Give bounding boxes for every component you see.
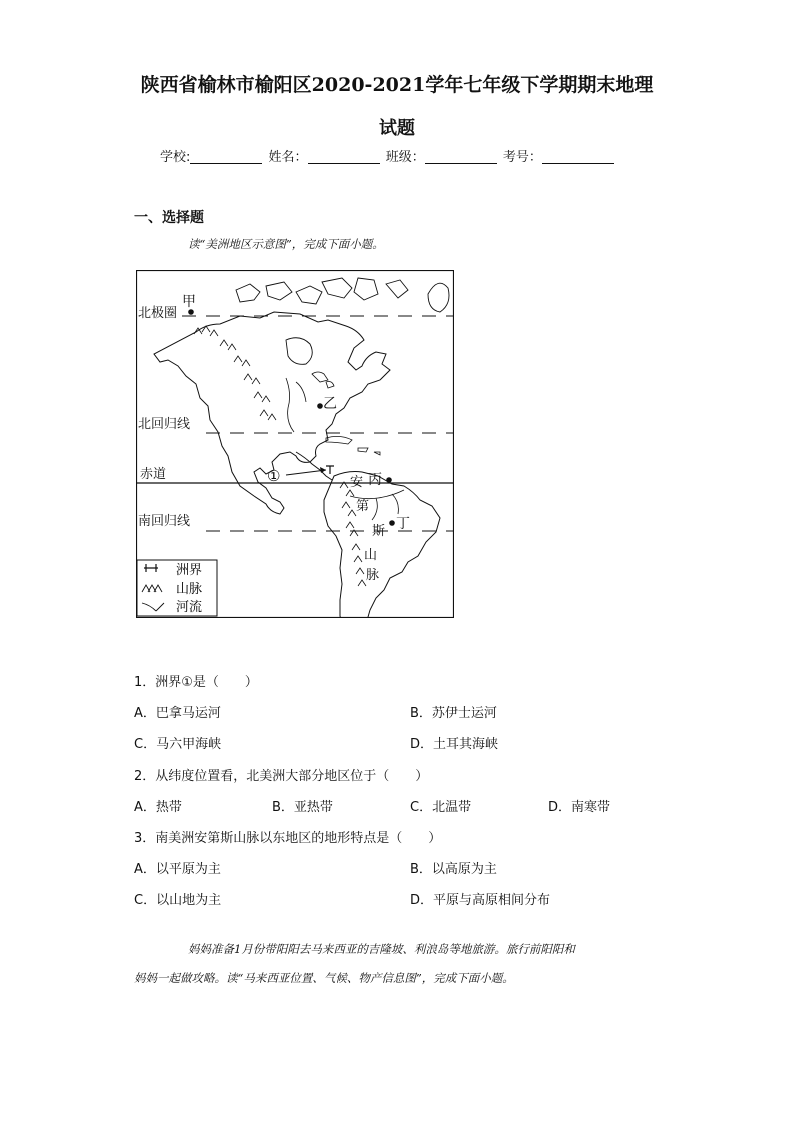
question-2-option-d[interactable]: D．南寒带: [548, 800, 611, 815]
andes-label-di: 第: [356, 499, 370, 514]
label-ding: 丁: [396, 516, 410, 532]
point-ding-dot: [389, 520, 395, 526]
legend-mountain-label: 山脉: [176, 582, 203, 597]
question-2-option-c[interactable]: C．北温带: [410, 800, 472, 815]
question-1-stem: 1．洲界①是（ ）: [134, 675, 258, 690]
question-1-option-a[interactable]: A．巴拿马运河: [134, 706, 221, 721]
map-legend: [137, 560, 217, 616]
andes-label-mai: 脉: [366, 568, 380, 583]
point-bing-dot: [386, 477, 392, 483]
question-1-option-b[interactable]: B．苏伊士运河: [410, 706, 497, 721]
label-tropic-capricorn: 南回归线: [138, 514, 191, 529]
question-3-option-b[interactable]: B．以高原为主: [410, 862, 497, 877]
reading-paragraph: [134, 935, 664, 993]
americas-map: [136, 270, 454, 618]
label-equator: 赤道: [140, 467, 167, 482]
school-label: 学校:: [160, 150, 191, 165]
legend-river-label: 河流: [176, 600, 203, 615]
page-title: 陕西省榆林市榆阳区2020-2021学年七年级下学期期末地理: [140, 74, 654, 96]
student-info-line: [160, 146, 616, 165]
label-boundary-one: ①: [267, 467, 281, 485]
point-yi-dot: [317, 403, 323, 409]
label-jia: 甲: [182, 294, 196, 310]
page-title-line2: 试题: [379, 118, 415, 139]
andes-label-si: 斯: [372, 524, 386, 539]
section-intro: 读“美洲地区示意图”，完成下面小题。: [188, 237, 384, 251]
point-jia-dot: [188, 309, 194, 315]
label-arctic-circle: 北极圈: [138, 306, 178, 321]
question-1-option-c[interactable]: C．马六甲海峡: [134, 737, 222, 752]
section-title: 一、选择题: [134, 210, 204, 226]
name-label: 姓名：: [268, 150, 308, 165]
question-2-option-b[interactable]: B．亚热带: [272, 800, 333, 815]
question-3-option-c[interactable]: C．以山地为主: [134, 893, 222, 908]
question-2-stem: 2．从纬度位置看，北美洲大部分地区位于（ ）: [134, 769, 429, 784]
question-3-option-d[interactable]: D．平原与高原相间分布: [410, 893, 551, 908]
name-blank[interactable]: [308, 149, 380, 164]
legend-boundary-label: 洲界: [176, 563, 203, 578]
school-blank[interactable]: [190, 149, 262, 164]
andes-label-an: 安: [350, 475, 364, 490]
number-blank[interactable]: [542, 149, 614, 164]
question-3-stem: 3．南美洲安第斯山脉以东地区的地形特点是（ ）: [134, 831, 442, 846]
class-label: 班级：: [385, 150, 425, 165]
number-label: 考号：: [502, 150, 542, 165]
question-3-option-a[interactable]: A．以平原为主: [134, 862, 221, 877]
label-bing: 丙: [368, 472, 382, 488]
paragraph-line-1: 妈妈准备1月份带阳阳去马来西亚的吉隆坡、利浪岛等地旅游。旅行前阳阳和: [188, 942, 575, 956]
andes-label-shan: 山: [364, 548, 378, 563]
label-tropic-cancer: 北回归线: [138, 417, 191, 432]
question-2-option-a[interactable]: A．热带: [134, 800, 182, 815]
paragraph-line-2: 妈妈一起做攻略。读“马来西亚位置、气候、物产信息图”，完成下面小题。: [134, 971, 514, 985]
question-1-option-d[interactable]: D．土耳其海峡: [410, 737, 499, 752]
label-yi: 乙: [323, 396, 337, 412]
class-blank[interactable]: [425, 149, 497, 164]
